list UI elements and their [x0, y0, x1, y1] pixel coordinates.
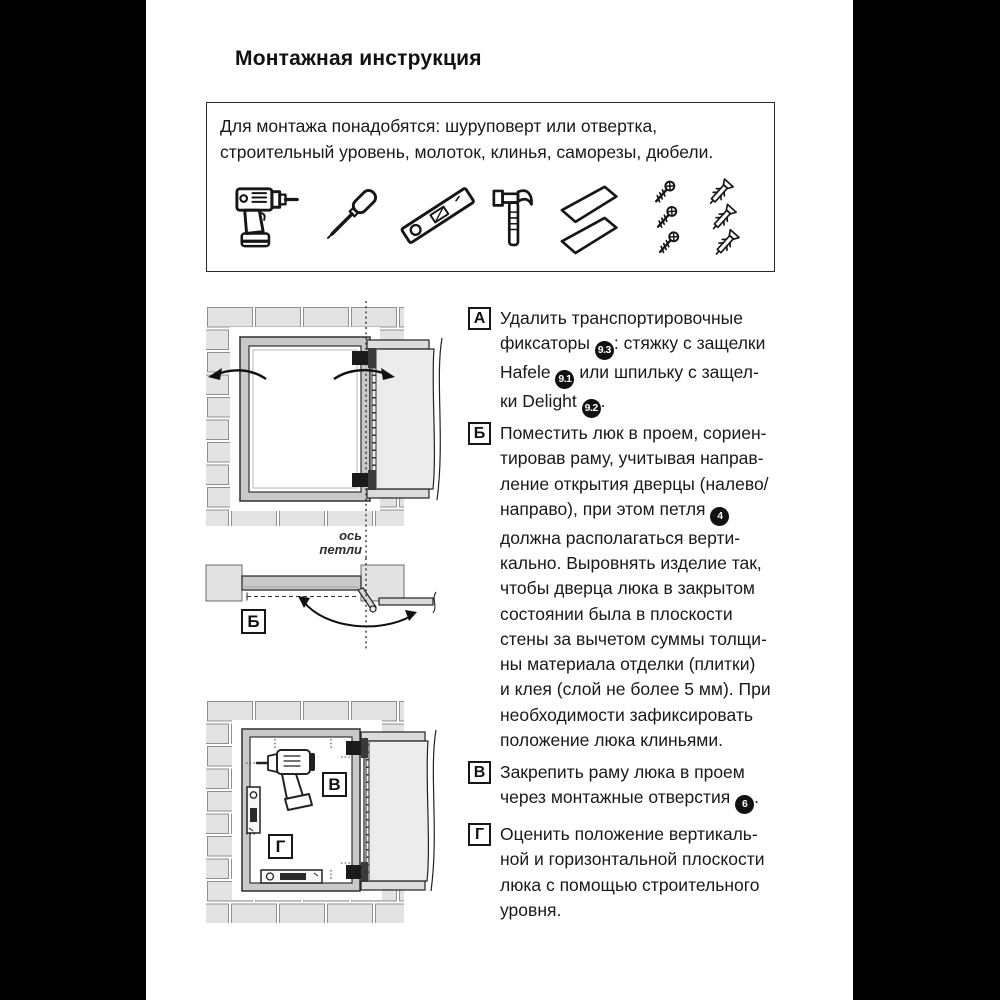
hinge-axis-label-line1: ось	[339, 528, 362, 543]
step-text: Поместить люк в проем, сориен- тировав раму, учитывая направ- ление открытия дверцы (налево/ направо), при этом петля 4 должна располагаться верти- кально. Выровнять изделие так, чтобы дверца люка в закрытом состоянии была в плоскости стены за вычетом суммы толщи- ны материала отделки (плитки) и клея (слой не более 5 мм). При необходимости зафиксировать положение люка клиньями.	[500, 423, 771, 751]
hatch-frame	[240, 337, 370, 501]
callout-badge: 9.3	[595, 341, 614, 360]
hinge-bottom-icon	[352, 470, 376, 490]
diagram-step-v-marker: В	[322, 772, 347, 797]
tools-text-line2: строительный уровень, молоток, клинья, саморезы, дюбели.	[220, 142, 714, 162]
callout-badge: 6	[735, 795, 754, 814]
wall-section-left	[206, 565, 242, 601]
callout-badge: 4	[710, 507, 729, 526]
dowels-icon	[698, 177, 748, 255]
step-text: Закрепить раму люка в проем через монтажные отверстия 6 .	[500, 760, 759, 814]
tools-text-line1: Для монтажа понадобятся: шуруповерт или отвертка,	[220, 116, 658, 136]
hammer-icon	[490, 177, 544, 255]
screwdriver-icon	[315, 177, 385, 255]
page-title: Монтажная инструкция	[235, 47, 482, 70]
callout-badge: 9.2	[582, 399, 601, 418]
diagram-step-b-marker: Б	[241, 609, 266, 634]
diagram-top-view-swing	[200, 558, 500, 650]
vertical-level-icon	[247, 787, 260, 833]
instruction-page	[146, 0, 853, 1000]
open-door-panel	[367, 338, 442, 500]
screws-icon	[640, 177, 686, 255]
hinge-top-icon	[352, 348, 376, 368]
callout-badge: 9.1	[555, 370, 574, 389]
step-text: Удалить транспортировочные фиксаторы 9.3 : стяжку с защелки Hafele 9.1 или шпильку с защел- ки Delight 9.2 .	[500, 306, 765, 418]
step-letter-box: В	[468, 761, 491, 784]
step-letter-box: Г	[468, 823, 491, 846]
horizontal-level-icon	[261, 870, 322, 883]
diagram-fastening-leveling	[200, 693, 460, 930]
hinge-axis-label-line2: петли	[319, 541, 362, 557]
hinge-top-icon	[346, 738, 368, 758]
frame-cross-section	[242, 576, 361, 590]
diagram-door-opening-direction	[200, 300, 460, 560]
drill-icon	[233, 177, 303, 255]
hinge-axis-label	[266, 529, 362, 556]
spirit-level-icon	[397, 177, 479, 255]
step-letter-box: Б	[468, 422, 491, 445]
open-door-panel	[361, 730, 436, 891]
tools-icon-row	[207, 165, 774, 267]
wedges-icon	[556, 177, 628, 255]
tools-required-text	[207, 103, 774, 165]
tools-required-box	[206, 102, 775, 272]
hinge-bottom-icon	[346, 862, 368, 882]
diagram-step-g-marker: Г	[268, 834, 293, 859]
step-letter-box: А	[468, 307, 491, 330]
step-text: Оценить положение вертикаль- ной и горизонтальной плоскости люка с помощью строительного уровня.	[500, 824, 765, 920]
